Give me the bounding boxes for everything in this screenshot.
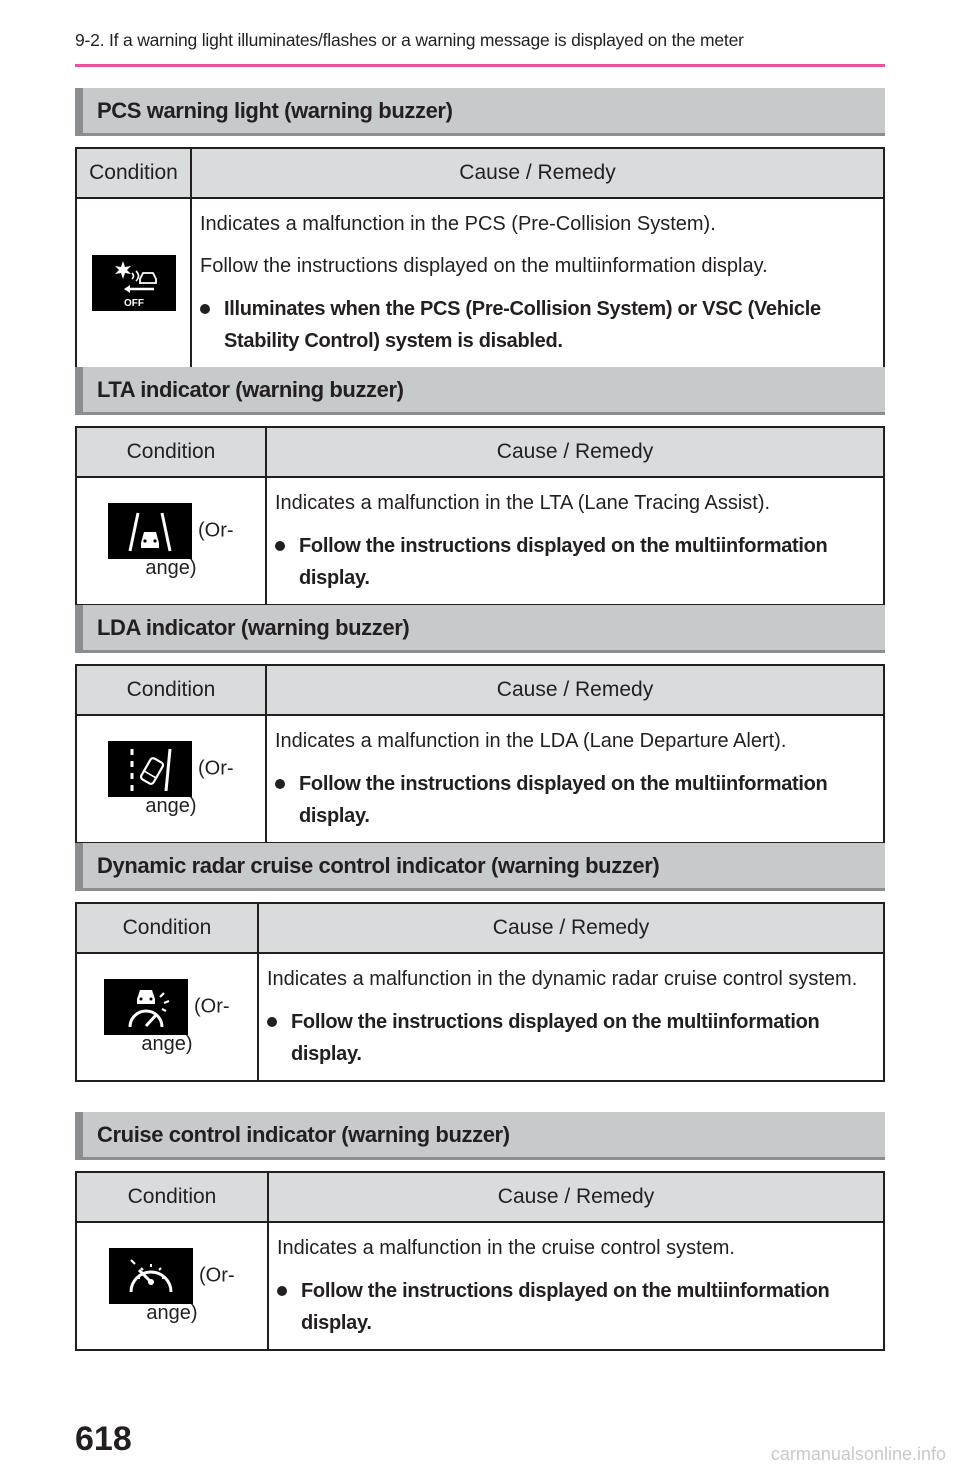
cause-header: Cause / Remedy xyxy=(266,427,884,477)
table-header-row xyxy=(76,427,884,477)
watermark: carmanualsonline.info xyxy=(770,1444,946,1464)
table-row xyxy=(76,953,884,1081)
section-band xyxy=(75,367,885,415)
cause-text: Indicates a malfunction in the LDA (Lane Departure Alert). xyxy=(275,730,787,752)
lda-table xyxy=(75,664,885,844)
header-rule xyxy=(75,64,885,67)
table-header-row xyxy=(76,665,884,715)
section-title: LDA indicator (warning buzzer) xyxy=(97,614,410,640)
radar-cruise-table xyxy=(75,902,885,1082)
color-note: (Or- xyxy=(194,994,230,1017)
bullet-dot-icon xyxy=(275,541,285,551)
bullet-dot-icon xyxy=(277,1286,287,1296)
bullet-item xyxy=(200,293,873,357)
page-number: 618 xyxy=(75,1420,132,1458)
svg-text:OFF: OFF xyxy=(123,298,144,309)
bullet-text: Follow the instructions displayed on the multiinformation display. xyxy=(291,1011,820,1065)
color-note: ange) xyxy=(141,1032,193,1055)
radar-cruise-icon xyxy=(104,979,188,1035)
condition-cell xyxy=(76,198,191,368)
pcs-table xyxy=(75,147,885,369)
cause-header: Cause / Remedy xyxy=(258,903,884,953)
section-band xyxy=(75,843,885,891)
section-band xyxy=(75,88,885,136)
section-title: LTA indicator (warning buzzer) xyxy=(97,376,404,402)
table-row xyxy=(76,477,884,605)
section-radar-cruise xyxy=(75,843,885,1082)
condition-header: Condition xyxy=(76,665,266,715)
bullet-item xyxy=(275,768,873,832)
cause-header: Cause / Remedy xyxy=(268,1172,884,1222)
lta-car-lanes-icon xyxy=(108,503,192,559)
pcs-off-icon xyxy=(92,255,176,311)
lta-table xyxy=(75,426,885,606)
bullet-text: Illuminates when the PCS (Pre-Collision System) or VSC (Vehicle Stability Control) system is disabled. xyxy=(224,298,821,352)
color-note: (Or- xyxy=(199,1263,235,1286)
condition-header: Condition xyxy=(76,903,258,953)
table-row xyxy=(76,198,884,368)
color-note: ange) xyxy=(145,794,197,817)
section-pcs xyxy=(75,88,885,369)
table-header-row xyxy=(76,1172,884,1222)
cause-text: Indicates a malfunction in the cruise control system. xyxy=(277,1237,735,1259)
cause-cell xyxy=(266,715,884,843)
lda-lane-departure-icon xyxy=(108,741,192,797)
table-row xyxy=(76,715,884,843)
color-note: (Or- xyxy=(198,756,234,779)
condition-cell xyxy=(76,715,266,843)
table-row xyxy=(76,1222,884,1350)
table-header-row xyxy=(76,903,884,953)
bullet-item xyxy=(267,1006,873,1070)
color-note: (Or- xyxy=(198,518,234,541)
condition-header: Condition xyxy=(76,427,266,477)
section-band xyxy=(75,605,885,653)
condition-header: Condition xyxy=(76,148,191,198)
cause-text: Indicates a malfunction in the PCS (Pre-Collision System). xyxy=(200,213,716,235)
section-lta xyxy=(75,367,885,606)
cruise-control-speedometer-icon xyxy=(109,1248,193,1304)
table-header-row xyxy=(76,148,884,198)
section-title: PCS warning light (warning buzzer) xyxy=(97,97,453,123)
condition-cell xyxy=(76,1222,268,1350)
cause-text: Follow the instructions displayed on the multiinformation display. xyxy=(200,255,768,277)
section-title: Dynamic radar cruise control indicator (warning buzzer) xyxy=(97,852,660,878)
bullet-dot-icon xyxy=(200,304,210,314)
bullet-text: Follow the instructions displayed on the multiinformation display. xyxy=(299,773,828,827)
cause-header: Cause / Remedy xyxy=(266,665,884,715)
bullet-text: Follow the instructions displayed on the multiinformation display. xyxy=(299,535,828,589)
section-title: Cruise control indicator (warning buzzer) xyxy=(97,1121,510,1147)
cruise-control-table xyxy=(75,1171,885,1351)
section-lda xyxy=(75,605,885,844)
cause-header: Cause / Remedy xyxy=(191,148,884,198)
cause-cell xyxy=(258,953,884,1081)
bullet-dot-icon xyxy=(275,779,285,789)
bullet-text: Follow the instructions displayed on the multiinformation display. xyxy=(301,1280,830,1334)
bullet-item xyxy=(277,1275,873,1339)
section-cruise-control xyxy=(75,1112,885,1351)
cause-cell xyxy=(191,198,884,368)
cause-cell xyxy=(268,1222,884,1350)
condition-cell xyxy=(76,953,258,1081)
cause-text: Indicates a malfunction in the dynamic radar cruise control system. xyxy=(267,968,858,990)
condition-header: Condition xyxy=(76,1172,268,1222)
bullet-dot-icon xyxy=(267,1017,277,1027)
cause-text: Indicates a malfunction in the LTA (Lane Tracing Assist). xyxy=(275,492,771,514)
bullet-item xyxy=(275,530,873,594)
condition-cell xyxy=(76,477,266,605)
cause-cell xyxy=(266,477,884,605)
color-note: ange) xyxy=(145,556,197,579)
color-note: ange) xyxy=(146,1301,198,1324)
section-band xyxy=(75,1112,885,1160)
running-header: 9-2. If a warning light illuminates/flashes or a warning message is displayed on the meter xyxy=(75,30,744,50)
